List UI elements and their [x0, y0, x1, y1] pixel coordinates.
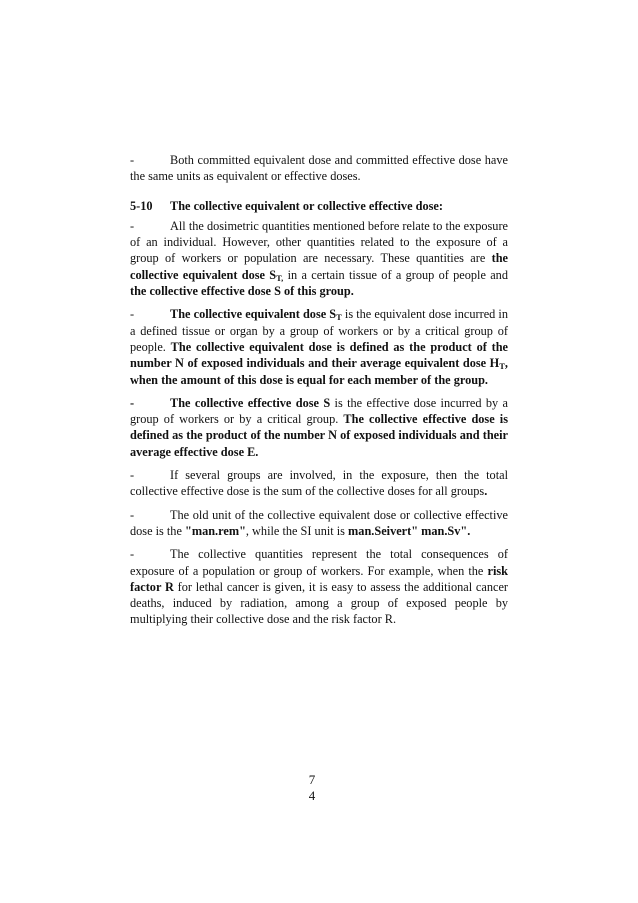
section-number: 5-10 — [130, 198, 153, 213]
bold-run: The collective effective dose is defined as the product of the number N of exposed individuals and their average effective dose E. — [130, 412, 508, 459]
paragraph-collective-intro — [130, 218, 508, 299]
bold-run: man.Seivert" man.Sv". — [348, 523, 471, 538]
text-run: for lethal cancer is given, it is easy to assess the additional cancer deaths, induced by radiation, among a group of exposed people by multiplying their collective dose and the risk factor R. — [130, 579, 508, 627]
text-run: is the equivalent dose incurred in a defined tissue or organ by a group of workers or by a critical group of people. — [130, 307, 508, 354]
bold-run: the collective effective dose S of this group. — [130, 284, 354, 299]
bold-run: The collective equivalent dose is defined as the product of the number N of exposed individuals and their average equivalent dose $H_T$, when the amount of this dose is equal for each member of the group. — [130, 339, 508, 387]
paragraph-units — [130, 507, 508, 540]
text-run: The collective quantities represent the total consequences of exposure of a population or group of workers. For example, when the — [130, 547, 508, 578]
bullet-dash: - — [130, 395, 135, 410]
text-run: , while the SI unit is — [245, 523, 349, 538]
bold-run: risk factor R — [130, 563, 508, 594]
section-title: The collective equivalent or collective effective dose: — [170, 198, 443, 213]
paragraph-risk-factor — [130, 546, 508, 627]
bold-run: The collective effective dose S — [170, 395, 331, 410]
bullet-dash: - — [130, 307, 135, 322]
paragraph-several-groups — [130, 467, 508, 500]
text-run: If several groups are involved, in the exposure, then the total collective effective dose is the sum of the collective doses for all groups — [130, 468, 508, 499]
subscript: T — [499, 361, 505, 372]
subscript: T, — [276, 272, 284, 283]
paragraph-collective-equivalent-dose — [130, 306, 508, 387]
document-body — [130, 152, 508, 635]
bold-run: the collective equivalent dose $S_{T,}$ — [130, 251, 508, 283]
paragraph-collective-effective-dose — [130, 395, 508, 460]
bold-run: . — [484, 484, 488, 499]
bold-run: "man.rem" — [185, 523, 246, 538]
subscript: T — [336, 312, 342, 323]
section-heading — [130, 198, 508, 214]
text-run: All the dosimetric quantities mentioned before relate to the exposure of an individual. However, other quantities related to the exposure of a group of workers or population are necessary. These quantities are — [130, 218, 508, 266]
paragraph-text: Both committed equivalent dose and committed effective dose have the same units as equivalent or effective doses. — [130, 153, 508, 184]
bold-run: The collective equivalent dose $S_T$ — [170, 307, 342, 323]
page-number-line-2: 4 — [308, 788, 316, 803]
bullet-dash: - — [130, 153, 135, 167]
page-number-line-1: 7 — [308, 772, 316, 787]
bullet-dash: - — [130, 468, 135, 483]
text-run: is the effective dose incurred by a group of workers or by a critical group. — [130, 395, 508, 427]
bullet-dash: - — [130, 507, 135, 522]
bullet-dash: - — [130, 218, 135, 233]
text-run: in a certain tissue of a group of people and — [283, 267, 508, 282]
paragraph-committed-dose-units — [130, 152, 508, 185]
text-run: The old unit of the collective equivalent dose or collective effective dose is the — [130, 507, 508, 538]
bullet-dash: - — [130, 547, 135, 562]
